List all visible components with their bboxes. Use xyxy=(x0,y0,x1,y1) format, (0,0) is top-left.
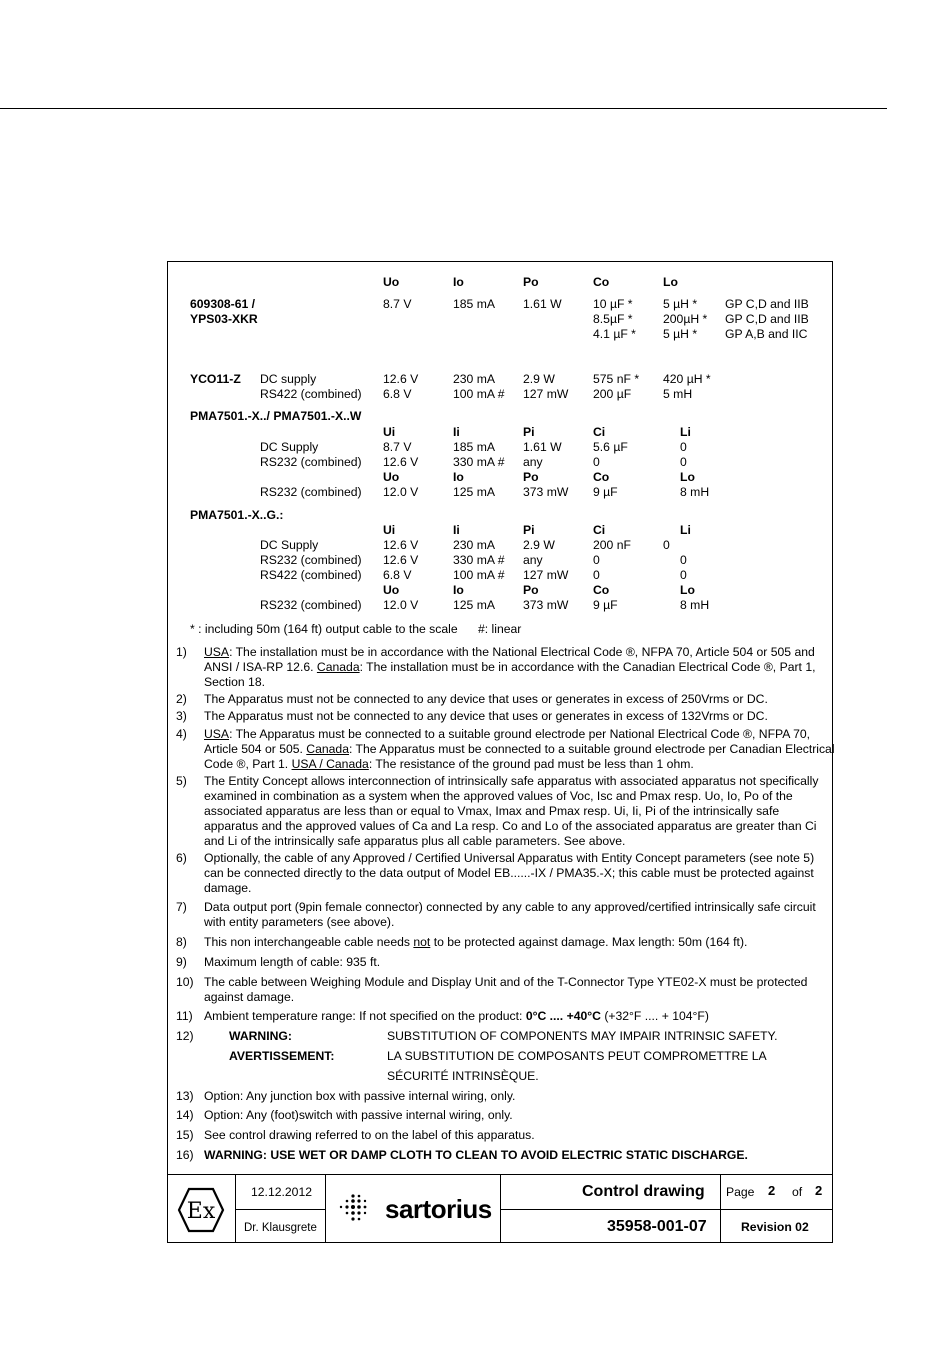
yps-gp-2: GP C,D and IIB xyxy=(725,312,809,326)
note-text-a: Ambient temperature range: If not specified on the product: xyxy=(204,1009,526,1023)
note-text: The Apparatus must not be connected to any device that uses or generates in excess of 250Vrms or DC. xyxy=(204,692,768,706)
pma1-h-li: Li xyxy=(680,425,691,439)
date: 12.12.2012 xyxy=(251,1185,312,1199)
yco-r1-co: 575 nF * xyxy=(593,372,640,386)
ex-hexagon-icon xyxy=(177,1187,225,1233)
pma2-ro-l: 8 mH xyxy=(680,598,710,612)
yps-uo: 8.7 V xyxy=(383,297,412,311)
pma1-ro-l: 8 mH xyxy=(680,485,710,499)
note-10 xyxy=(176,975,836,1005)
yco-r2-po: 127 mW xyxy=(523,387,569,401)
note-text: Option: Any junction box with passive internal wiring, only. xyxy=(204,1089,516,1103)
pma2-ro-u: 12.0 V xyxy=(383,598,419,612)
pma2-ro-c: 9 µF xyxy=(593,598,618,612)
note-text-a: : The installation must be in accordance with the National Electrical Code ®, NFPA 70, Article 504 or 505 and ANSI / ISA-RP 12.6. xyxy=(204,645,815,674)
yps-co-2: 8.5µF * xyxy=(593,312,633,326)
revision: Revision 02 xyxy=(741,1220,809,1234)
pma1-r1-c: 5.6 µF xyxy=(593,440,628,454)
note-num: 1) xyxy=(176,645,187,659)
note-14 xyxy=(176,1108,836,1123)
brand-name: sartorius xyxy=(385,1194,492,1224)
pma2-r2-i: 330 mA # xyxy=(453,553,505,567)
note-num: 10) xyxy=(176,975,194,989)
top-rule xyxy=(0,108,887,109)
note-6 xyxy=(176,851,836,896)
note-num: 16) xyxy=(176,1148,194,1162)
usa-label: USA xyxy=(204,645,230,659)
temperature-range: 0°C .... +40°C xyxy=(525,1009,601,1023)
pma2-title: PMA7501.-X..G.: xyxy=(190,508,284,522)
yco-r1-label: DC supply xyxy=(260,372,317,386)
note-num: 14) xyxy=(176,1108,194,1122)
col-io: Io xyxy=(453,275,464,289)
pma1-h-io: Io xyxy=(453,470,464,484)
pma2-r2-label: RS232 (combined) xyxy=(260,553,362,567)
pma1-r1-u: 8.7 V xyxy=(383,440,412,454)
note-2 xyxy=(176,692,836,707)
note-text: The Apparatus must not be connected to any device that uses or generates in excess of 132Vrms or DC. xyxy=(204,709,768,723)
pma2-r3-label: RS422 (combined) xyxy=(260,568,362,582)
yco-r2-co: 200 µF xyxy=(593,387,632,401)
pma1-h-ui: Ui xyxy=(383,425,396,439)
pma2-r3-l: 0 xyxy=(680,568,687,582)
note-text: The cable between Weighing Module and Display Unit and of the T-Connector Type YTE02-X must be protected against damage. xyxy=(204,975,808,1004)
divider xyxy=(325,1175,326,1243)
pma1-r1-i: 185 mA xyxy=(453,440,496,454)
note-num: 9) xyxy=(176,955,187,969)
note-num: 2) xyxy=(176,692,187,706)
pma2-ro-label: RS232 (combined) xyxy=(260,598,362,612)
note-4 xyxy=(176,727,836,772)
note-num: 7) xyxy=(176,900,187,914)
col-uo: Uo xyxy=(383,275,400,289)
note-text xyxy=(204,1009,836,1024)
pma1-r1-l: 0 xyxy=(680,440,687,454)
ex-logo xyxy=(177,1187,225,1233)
note-11 xyxy=(176,1009,836,1024)
pma1-r2-label: RS232 (combined) xyxy=(260,455,362,469)
note-9 xyxy=(176,955,836,970)
col-lo: Lo xyxy=(663,275,678,289)
note-num: 4) xyxy=(176,727,187,741)
pma2-r3-p: 127 mW xyxy=(523,568,569,582)
note-text: Optionally, the cable of any Approved / Certified Universal Apparatus with Entity Concept parameters (see note 5) can be connected directly to the data output of Model EB......-IX / PMA35.-X; this cable must be protected against damage. xyxy=(204,851,815,895)
yco-r1-io: 230 mA xyxy=(453,372,496,386)
pma1-r2-l: 0 xyxy=(680,455,687,469)
pma2-r1-c: 200 nF xyxy=(593,538,631,552)
note-3 xyxy=(176,709,836,724)
sartorius-dots-logo xyxy=(335,1193,371,1223)
note-text: Data output port (9pin female connector) connected by any cable to any approved/certified intrinsically safe circuit with entity parameters (see above). xyxy=(204,900,816,929)
pma2-ro-i: 125 mA xyxy=(453,598,496,612)
note-num: 8) xyxy=(176,935,187,949)
note-text: WARNING: USE WET OR DAMP CLOTH TO CLEAN TO AVOID ELECTRIC STATIC DISCHARGE. xyxy=(204,1148,748,1162)
note-7 xyxy=(176,900,836,930)
warning-text: SUBSTITUTION OF COMPONENTS MAY IMPAIR INTRINSIC SAFETY. xyxy=(387,1029,778,1043)
pma2-h-pi: Pi xyxy=(523,523,535,537)
title-block xyxy=(167,1174,833,1243)
footnote-hash: #: linear xyxy=(478,622,522,636)
pma2-r3-u: 6.8 V xyxy=(383,568,412,582)
footnote-star: * : including 50m (164 ft) output cable to the scale xyxy=(190,622,458,636)
note-15 xyxy=(176,1128,836,1143)
pma1-ro-u: 12.0 V xyxy=(383,485,419,499)
pma1-r2-i: 330 mA # xyxy=(453,455,505,469)
pma2-r3-c: 0 xyxy=(593,568,600,582)
pma2-r2-u: 12.6 V xyxy=(383,553,419,567)
note-text xyxy=(204,935,836,950)
author: Dr. Klausgrete xyxy=(244,1222,317,1234)
pma2-r1-u: 12.6 V xyxy=(383,538,419,552)
canada-label: Canada xyxy=(316,659,360,674)
pma1-ro-c: 9 µF xyxy=(593,485,618,499)
pma1-h-uo: Uo xyxy=(383,470,400,484)
pma2-r1-p: 2.9 W xyxy=(523,538,555,552)
pma2-h-li: Li xyxy=(680,523,691,537)
pma1-h-po: Po xyxy=(523,470,539,484)
pma1-h-ci: Ci xyxy=(593,425,606,439)
pma1-r2-c: 0 xyxy=(593,455,600,469)
avertissement-text-1: LA SUBSTITUTION DE COMPOSANTS PEUT COMPROMETTRE LA xyxy=(387,1049,767,1063)
yps-gp-1: GP C,D and IIB xyxy=(725,297,809,311)
yps-gp-3: GP A,B and IIC xyxy=(725,327,808,341)
note-16 xyxy=(176,1148,836,1163)
pma1-r1-label: DC Supply xyxy=(260,440,319,454)
pma2-ro-p: 373 mW xyxy=(523,598,569,612)
pma2-h-po: Po xyxy=(523,583,539,597)
note-text-a: : The Apparatus must be connected to a suitable ground electrode per National Electrical Code ®, NFPA 70, Article 504 or 505. xyxy=(204,727,811,756)
pma2-h-io: Io xyxy=(453,583,464,597)
note-13 xyxy=(176,1089,836,1104)
yps-io: 185 mA xyxy=(453,297,496,311)
pma2-r1-l: 0 xyxy=(663,538,670,552)
pma1-ro-label: RS232 (combined) xyxy=(260,485,362,499)
note-1 xyxy=(176,645,836,690)
pma2-h-ii: Ii xyxy=(453,523,460,537)
note-num: 5) xyxy=(176,774,187,788)
pma2-h-uo: Uo xyxy=(383,583,400,597)
pma2-h-ui: Ui xyxy=(383,523,396,537)
yps-lo-3: 5 µH * xyxy=(663,327,698,341)
yps-co-3: 4.1 µF * xyxy=(593,327,636,341)
pma2-r1-i: 230 mA xyxy=(453,538,496,552)
usa-label: USA xyxy=(204,727,230,741)
divider xyxy=(500,1209,833,1210)
yco-r2-label: RS422 (combined) xyxy=(260,387,362,401)
yco-r1-uo: 12.6 V xyxy=(383,372,419,386)
not-emphasis: not xyxy=(413,935,431,949)
note-text: See control drawing referred to on the label of this apparatus. xyxy=(204,1128,535,1142)
note-5 xyxy=(176,774,836,849)
yco-model: YCO11-Z xyxy=(190,372,241,386)
avertissement-text-2: SÉCURITÉ INTRINSÈQUE. xyxy=(387,1069,539,1083)
yps-lo-1: 5 µH * xyxy=(663,297,698,311)
note-text-c: : The resistance of the ground pad must be less than 1 ohm. xyxy=(368,756,694,771)
note-text-b: (+32°F .... + 104°F) xyxy=(600,1009,709,1023)
page-total: 2 xyxy=(815,1183,823,1198)
pma2-r1-label: DC Supply xyxy=(260,538,319,552)
yps-po: 1.61 W xyxy=(523,297,562,311)
canada-label: Canada xyxy=(306,741,349,756)
pma2-h-ci: Ci xyxy=(593,523,606,537)
yps-model-1: 609308-61 / xyxy=(190,297,256,311)
yco-r1-lo: 420 µH * xyxy=(663,372,711,386)
pma1-h-pi: Pi xyxy=(523,425,535,439)
note-text: Option: Any (foot)switch with passive internal wiring, only. xyxy=(204,1108,513,1122)
yco-r2-lo: 5 mH xyxy=(663,387,693,401)
yco-r2-io: 100 mA # xyxy=(453,387,505,401)
page-of: of xyxy=(792,1185,803,1199)
note-text-b: : The installation must be in accordance with the Canadian Electrical Code ®, Part 1, Section 18. xyxy=(204,659,816,689)
col-po: Po xyxy=(523,275,539,289)
warning-label: WARNING: xyxy=(229,1029,292,1043)
note-text-a: This non interchangeable cable needs xyxy=(204,935,414,949)
pma2-r3-i: 100 mA # xyxy=(453,568,505,582)
pma1-h-co: Co xyxy=(593,470,610,484)
yco-r1-po: 2.9 W xyxy=(523,372,555,386)
pma1-title: PMA7501.-X../ PMA7501.-X..W xyxy=(190,409,362,423)
pma2-h-lo: Lo xyxy=(680,583,695,597)
usa-canada-label: USA / Canada xyxy=(291,756,369,771)
note-num: 6) xyxy=(176,851,187,865)
avertissement-label: AVERTISSEMENT: xyxy=(229,1049,335,1063)
col-co: Co xyxy=(593,275,610,289)
note-num: 3) xyxy=(176,709,187,723)
note-num: 12) xyxy=(176,1029,194,1043)
doc-type: Control drawing xyxy=(582,1183,705,1200)
note-num: 11) xyxy=(176,1009,193,1023)
note-8 xyxy=(176,935,836,950)
ex-logo-text: Ex xyxy=(186,1199,216,1224)
yps-co-1: 10 µF * xyxy=(593,297,633,311)
note-text xyxy=(204,727,836,772)
pma1-r2-u: 12.6 V xyxy=(383,455,419,469)
pma1-h-lo: Lo xyxy=(680,470,695,484)
pma1-ro-i: 125 mA xyxy=(453,485,496,499)
note-text xyxy=(204,645,836,690)
pma1-r1-p: 1.61 W xyxy=(523,440,562,454)
pma1-r2-p: any xyxy=(523,455,543,469)
pma2-r2-c: 0 xyxy=(593,553,600,567)
page-number: 2 xyxy=(768,1183,776,1198)
sartorius-dots-icon xyxy=(335,1193,371,1223)
note-text-b: to be protected against damage. Max length: 50m (164 ft). xyxy=(430,935,748,949)
yps-model-2: YPS03-XKR xyxy=(190,312,258,326)
note-text-b: : The Apparatus must be connected to a suitable ground electrode per Canadian Electrical Code ®, Part 1. xyxy=(204,741,835,771)
page-label: Page xyxy=(726,1185,755,1199)
pma1-h-ii: Ii xyxy=(453,425,460,439)
note-text: Maximum length of cable: 935 ft. xyxy=(204,955,381,969)
note-text: The Entity Concept allows interconnection of intrinsically safe apparatus with associated apparatus not specifically examined in combination as a system when the approved values of Voc, Isc and Pmax resp. Uo, Io, Po of the associated apparatus are less than or equal to Vmax, Imax and Pmax resp. Ui, Ii, Pi of the intrinsically safe apparatus and the approved values of Ca and La resp. Co and Lo of the associated apparatus are greater than Ci and Li of the intrinsically safe apparatus plus all cable parameters. See above. xyxy=(204,774,819,848)
yps-lo-2: 200µH * xyxy=(663,312,708,326)
divider xyxy=(235,1209,325,1210)
note-num: 15) xyxy=(176,1128,194,1142)
note-num: 13) xyxy=(176,1089,194,1103)
pma1-ro-p: 373 mW xyxy=(523,485,569,499)
pma2-r2-p: any xyxy=(523,553,543,567)
pma2-r2-l: 0 xyxy=(680,553,687,567)
pma2-h-co: Co xyxy=(593,583,610,597)
yco-r2-uo: 6.8 V xyxy=(383,387,412,401)
doc-number: 35958-001-07 xyxy=(607,1218,707,1235)
